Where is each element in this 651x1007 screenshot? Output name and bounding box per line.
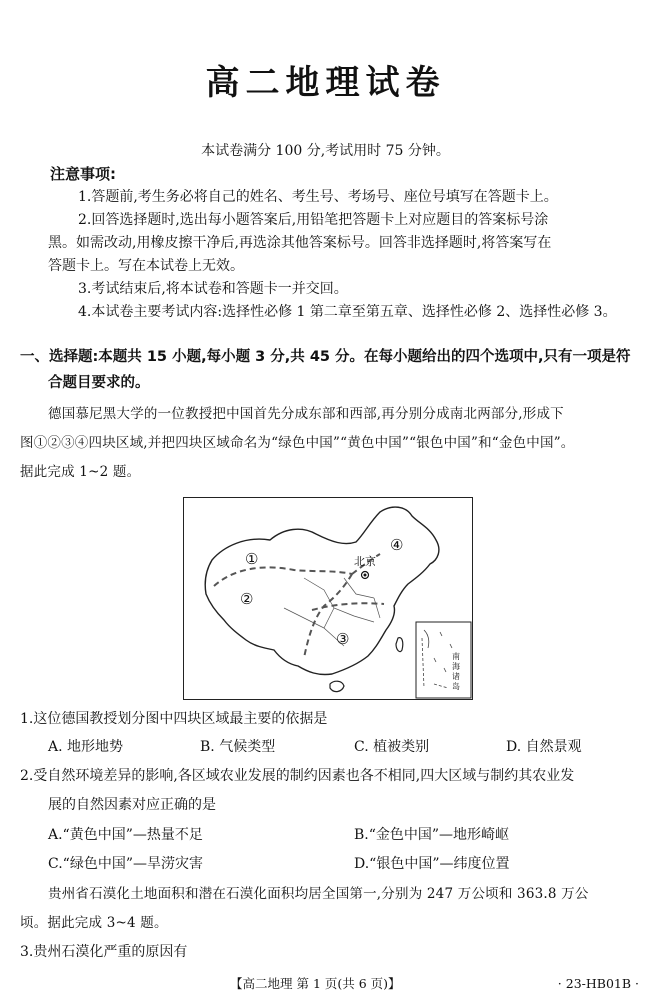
- q1-option-b[interactable]: B. 气候类型: [200, 739, 276, 755]
- region-label-4: ④: [390, 536, 404, 554]
- region-label-1: ①: [245, 550, 259, 568]
- question-3-stem: 3.贵州石漠化严重的原因有: [20, 944, 188, 960]
- inset-label: 南海诸岛: [452, 652, 460, 691]
- note-line: 2.回答选择题时,选出每小题答案后,用铅笔把答题卡上对应题目的答案标号涂: [78, 212, 549, 228]
- question-2-stem-cont: 展的自然因素对应正确的是: [48, 797, 216, 813]
- q1-option-a[interactable]: A. 地形地势: [48, 739, 124, 755]
- beijing-label: 北京: [354, 555, 376, 568]
- note-line: 黑。如需改动,用橡皮擦干净后,再选涂其他答案标号。回答非选择题时,将答案写在: [48, 235, 552, 251]
- region-boundary-ns-east: [312, 603, 384, 610]
- note-line: 4.本试卷主要考试内容:选择性必修 1 第二章至第五章、选择性必修 2、选择性必修 3。: [78, 304, 617, 320]
- region-label-2: ②: [240, 590, 254, 608]
- passage-line: 据此完成 1~2 题。: [20, 464, 141, 480]
- region-label-3: ③: [336, 630, 350, 648]
- q2-option-c[interactable]: C.“绿色中国”—旱涝灾害: [48, 856, 203, 872]
- q1-option-d[interactable]: D. 自然景观: [506, 739, 582, 755]
- question-2-stem: 2.受自然环境差异的影响,各区域农业发展的制约因素也各不相同,四大区域与制约其农业发: [20, 768, 575, 784]
- passage-line: 顷。据此完成 3~4 题。: [20, 915, 168, 931]
- note-line: 3.考试结束后,将本试卷和答题卡一并交回。: [78, 281, 348, 297]
- section-heading: 一、选择题:本题共 15 小题,每小题 3 分,共 45 分。在每小题给出的四个选项中,只有一项是符: [20, 349, 631, 365]
- page-footer: [0, 974, 651, 994]
- passage-line: 图①②③④四块区域,并把四块区域命名为“绿色中国”“黄色中国”“银色中国”和“金色中国”。: [20, 435, 575, 451]
- note-line: 1.答题前,考生务必将自己的姓名、考生号、考场号、座位号填写在答题卡上。: [78, 189, 558, 205]
- footer-page-info: 【高二地理 第 1 页(共 6 页)】: [230, 976, 401, 991]
- passage-line: 贵州省石漠化土地面积和潜在石漠化面积均居全国第一,分别为 247 万公顷和 363.8 万公: [48, 886, 589, 902]
- hainan-outline: [330, 681, 344, 691]
- footer-code: · 23-HB01B ·: [557, 976, 639, 991]
- passage-line: 德国慕尼黑大学的一位教授把中国首先分成东部和西部,再分别分成南北两部分,形成下: [48, 406, 564, 422]
- q1-option-c[interactable]: C. 植被类别: [354, 739, 430, 755]
- province-lines: [284, 578, 380, 646]
- notes-heading: 注意事项:: [50, 165, 116, 183]
- q2-option-a[interactable]: A.“黄色中国”—热量不足: [48, 827, 203, 843]
- section-heading-cont: 合题目要求的。: [48, 375, 150, 391]
- note-line: 答题卡上。写在本试卷上无效。: [48, 258, 244, 274]
- china-region-map: [183, 497, 473, 700]
- region-boundary-ns-west: [214, 567, 352, 586]
- exam-info: 本试卷满分 100 分,考试用时 75 分钟。: [201, 143, 450, 159]
- question-1-stem: 1.这位德国教授划分图中四块区域最主要的依据是: [20, 711, 328, 727]
- q2-option-d[interactable]: D.“银色中国”—纬度位置: [354, 856, 510, 872]
- taiwan-outline: [396, 638, 403, 652]
- page-title: 高二地理试卷: [205, 63, 446, 103]
- q2-option-b[interactable]: B.“金色中国”—地形崎岖: [354, 827, 510, 843]
